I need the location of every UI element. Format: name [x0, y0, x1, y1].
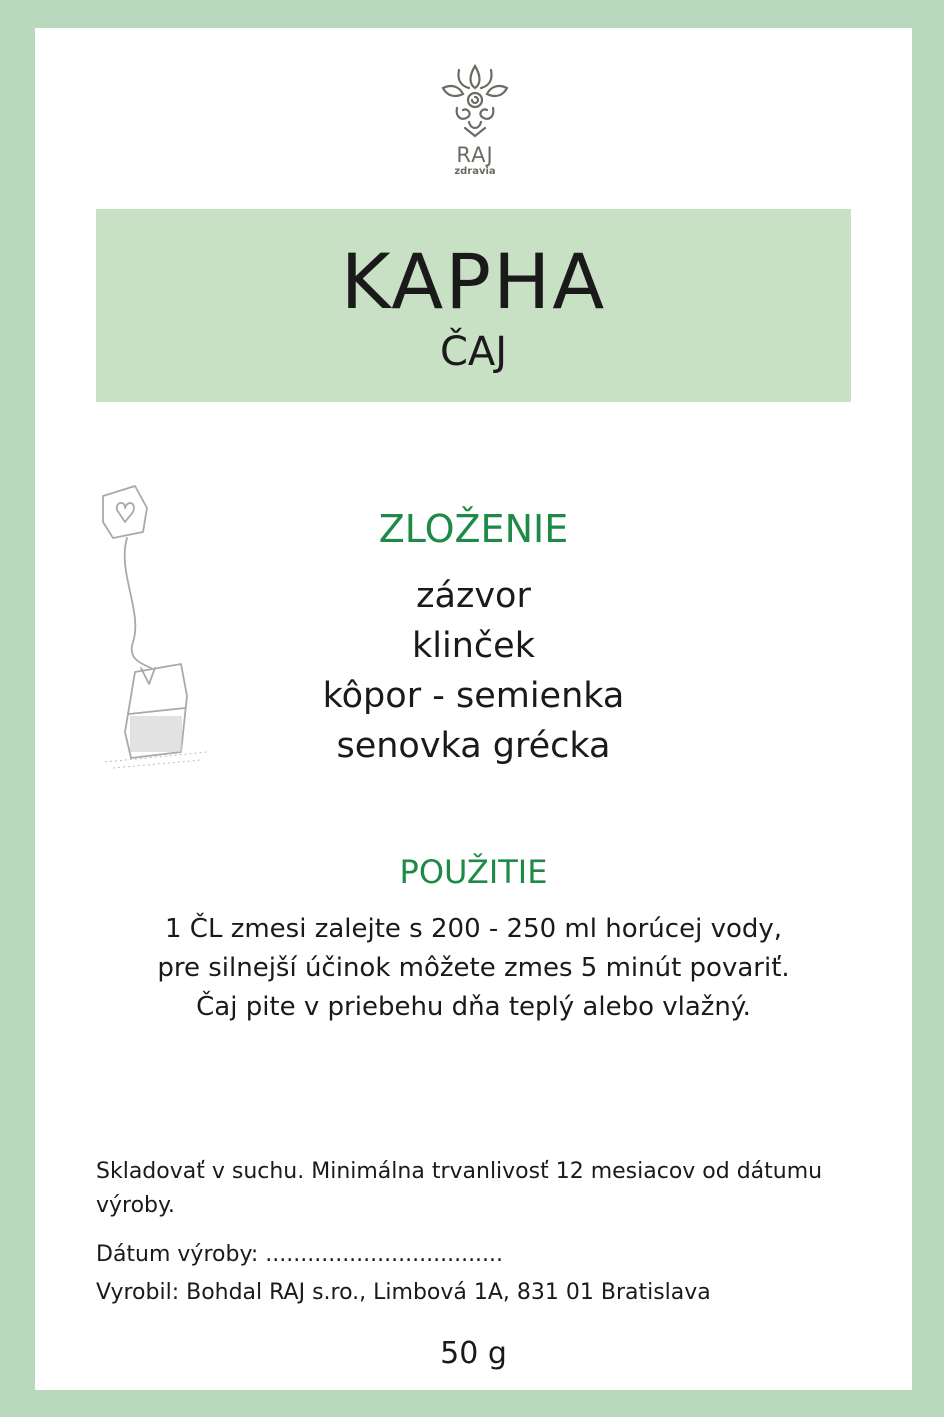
- usage-line: Čaj pite v priebehu dňa teplý alebo vlažný.: [196, 992, 751, 1022]
- list-item: zázvor: [416, 576, 531, 616]
- list-item: kôpor - semienka: [322, 676, 625, 716]
- composition-heading: ZLOŽENIE: [378, 507, 569, 551]
- mandala-logo-icon: [435, 58, 515, 140]
- storage-note: Skladovať v suchu. Minimálna trvanlivosť 12 mesiacov od dátumu výroby.: [96, 1159, 823, 1218]
- brand-tagline: zdravia: [454, 166, 496, 177]
- net-weight: 50 g: [440, 1336, 507, 1371]
- product-label: [35, 28, 912, 1390]
- manufacturer: Vyrobil: Bohdal RAJ s.ro., Limbová 1A, 831 01 Bratislava: [96, 1280, 711, 1305]
- usage-line: 1 ČL zmesi zalejte s 200 - 250 ml horúcej vody,: [164, 914, 783, 944]
- production-date: Dátum výroby: ..................................: [96, 1242, 504, 1267]
- ingredients-list: [35, 571, 912, 771]
- brand-logo: [435, 58, 515, 178]
- product-title: KAPHA: [340, 237, 607, 326]
- list-item: klinček: [412, 626, 535, 666]
- usage-instructions: [35, 910, 912, 1027]
- usage-line: pre silnejší účinok môžete zmes 5 minút povariť.: [157, 953, 790, 983]
- usage-heading: POUŽITIE: [399, 853, 548, 891]
- brand-name: RAJ: [456, 143, 494, 167]
- list-item: senovka grécka: [336, 726, 611, 766]
- title-banner: [96, 209, 851, 402]
- product-subtitle: ČAJ: [439, 329, 508, 375]
